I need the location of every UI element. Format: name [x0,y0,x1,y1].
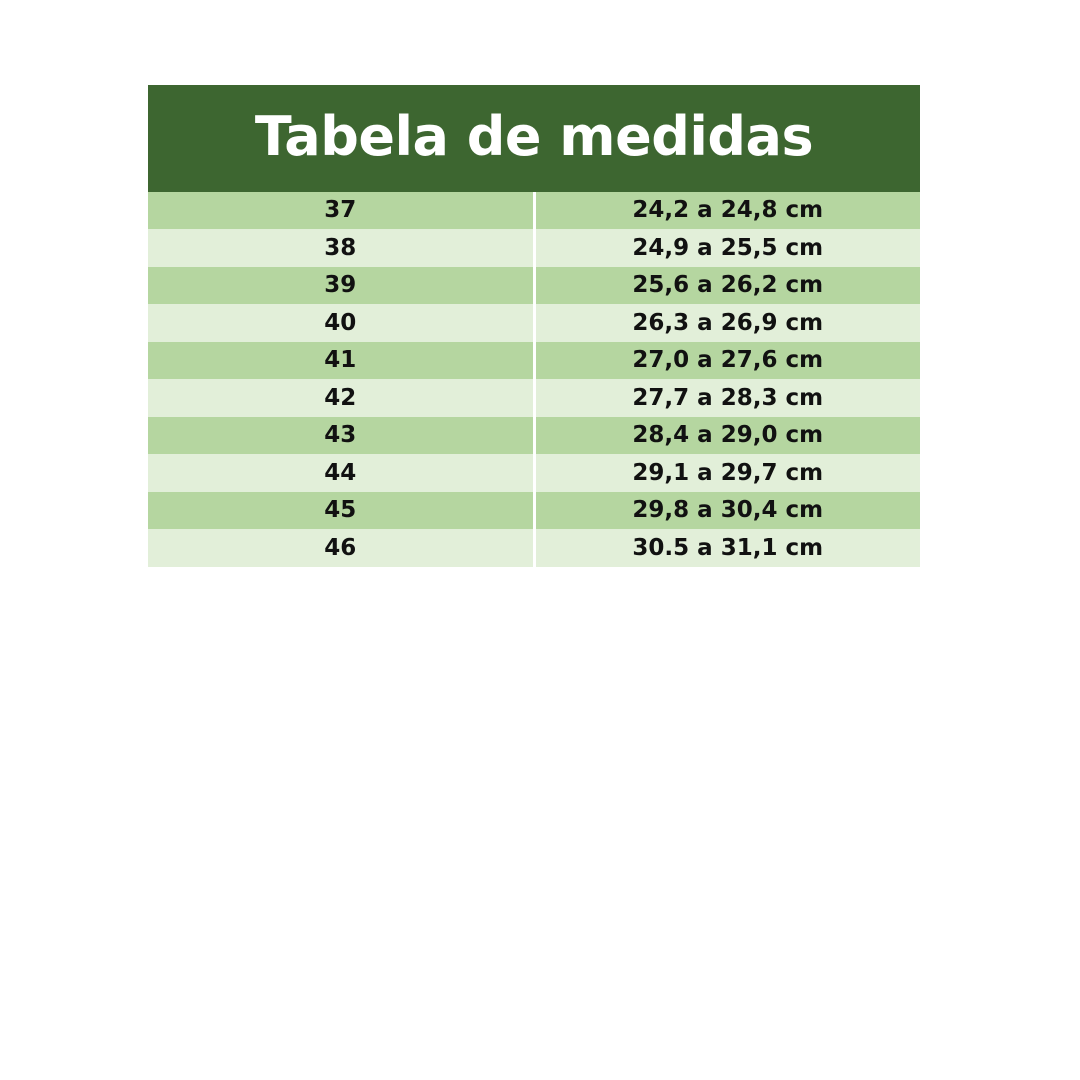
cell-size: 38 [148,229,534,267]
cell-measure: 24,2 a 24,8 cm [534,192,920,230]
size-chart-table [148,85,920,567]
cell-measure: 28,4 a 29,0 cm [534,417,920,455]
cell-measure: 27,7 a 28,3 cm [534,379,920,417]
cell-size: 40 [148,304,534,342]
cell-measure: 30.5 a 31,1 cm [534,529,920,567]
cell-size: 43 [148,417,534,455]
cell-size: 45 [148,492,534,530]
table-header [148,85,920,192]
cell-measure: 29,8 a 30,4 cm [534,492,920,530]
cell-measure: 26,3 a 26,9 cm [534,304,920,342]
cell-size: 41 [148,342,534,380]
table-row [148,342,920,380]
table-row [148,529,920,567]
table-body [148,192,920,567]
cell-size: 42 [148,379,534,417]
table-row [148,229,920,267]
table-row [148,379,920,417]
table-row [148,454,920,492]
cell-size: 46 [148,529,534,567]
cell-measure: 29,1 a 29,7 cm [534,454,920,492]
table-row [148,304,920,342]
table-title-row [148,85,920,192]
cell-measure: 24,9 a 25,5 cm [534,229,920,267]
cell-size: 44 [148,454,534,492]
table-row [148,417,920,455]
cell-measure: 25,6 a 26,2 cm [534,267,920,305]
table-row [148,192,920,230]
page-title: Tabela de medidas [148,85,920,192]
cell-measure: 27,0 a 27,6 cm [534,342,920,380]
table-row [148,492,920,530]
cell-size: 39 [148,267,534,305]
table-row [148,267,920,305]
cell-size: 37 [148,192,534,230]
